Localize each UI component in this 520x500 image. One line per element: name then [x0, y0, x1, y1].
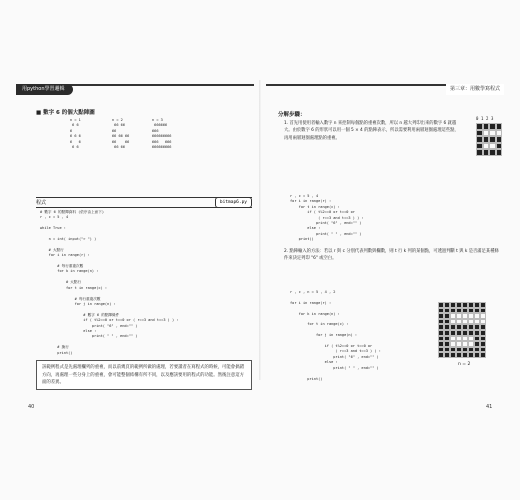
right-running-header [266, 84, 504, 97]
step-2-paragraph: 2. 點陣輸入的方法：若以 r 與 c 分別代表列數與欄數，則 t 行 k 列的某個點，可透過判斷 t 與 k 是否滿足某種條件來決定列印 "6" 或空白。 [284, 249, 499, 262]
note-text: 該範例程式是先處理欄列的重複，而以前幾頁的範例所做的處理，若要讀者在寫程式的時候，可能會搞錯方向，再處理一些分身上的重複，會可能整個結構有所不同，以及應該要用的程式的功能。然後注意這方面的差異。 [42, 365, 244, 385]
left-page-number: 40 [28, 404, 35, 410]
left-running-header [16, 84, 254, 97]
left-section-title: ■ 數字 6 的個大點陣圖 [36, 110, 95, 116]
book-title-tab: 用python學習邏輯 [16, 84, 73, 95]
right-page-number: 41 [486, 404, 493, 410]
sample-output-n2: n = 2 66 66 66 66 66 66 66 66 66 66 [112, 118, 130, 150]
note-box [36, 360, 252, 390]
big-grid-caption: n = 2 [458, 362, 471, 367]
program-code: # 數字 6 的點陣資料 (依序由上而下) r , c = 5 , 4 while True : n = int( input("> ") ) # 大點行 for i in range(r) : # 每行重複次數 for k in range(n) : # 大點行 for t in range(c) : # 每行重複次數 for j in range(n) : # 數字 6 的點陣條件 if ( t%2==0 or t==0 or ( r==3 and t==3 ) ) : print( "6" , end="" ) else : print( " " , end="" ) # 換行 print() [40, 210, 179, 355]
chapter-title-tab: 第三章：用數學寫程式 [446, 84, 504, 95]
program-header [36, 197, 252, 208]
bitmap-cell [480, 352, 486, 358]
step-1-paragraph: 1. 首先用使用者輸入數字 n 來控制每個點的重複次數，所以 n 越大列印出來的數字 6 就越大。由於數字 6 的形狀可以用一個 5 × 4 的點陣表示，所以需要利用兩層迴圈處理這些點，再用兩層迴圈處理點的重複。 [284, 121, 459, 141]
sample-output-n3: n = 3 666666 666 666666666 666 666 666666666 [152, 118, 172, 150]
bitmap-cell [496, 149, 503, 156]
program-filename: bitmap6.py [215, 197, 252, 208]
program-label: 程式 [36, 200, 47, 206]
small-grid-column-index: 0123 [476, 116, 497, 121]
step-1-code: r , c = 5 , 4 for i in range(r) : for t in range(c) : if ( t%2==0 or t==0 or ( r==3 and t==3 ) ) : print( "6" , end="" ) else : print( " " , end="" ) print() [290, 194, 364, 242]
sample-output-n1: n = 1 6 6 6 6 6 6 6 6 6 6 [70, 118, 81, 150]
page-gutter [259, 80, 261, 380]
step-2-code: r , c , n = 5 , 4 , 2 for i in range(r) : for k in range(n) : for t in range(c) : for j in range(n) : if ( t%2==0 or t==0 or ( r==3 and t==3 ) ) : print( "6" , end="" ) else : print( " " , end="" ) print() [290, 290, 381, 381]
small-digit-six-grid [476, 123, 502, 156]
right-section-title: 分解步驟： [278, 112, 306, 118]
big-digit-six-grid [438, 302, 486, 358]
